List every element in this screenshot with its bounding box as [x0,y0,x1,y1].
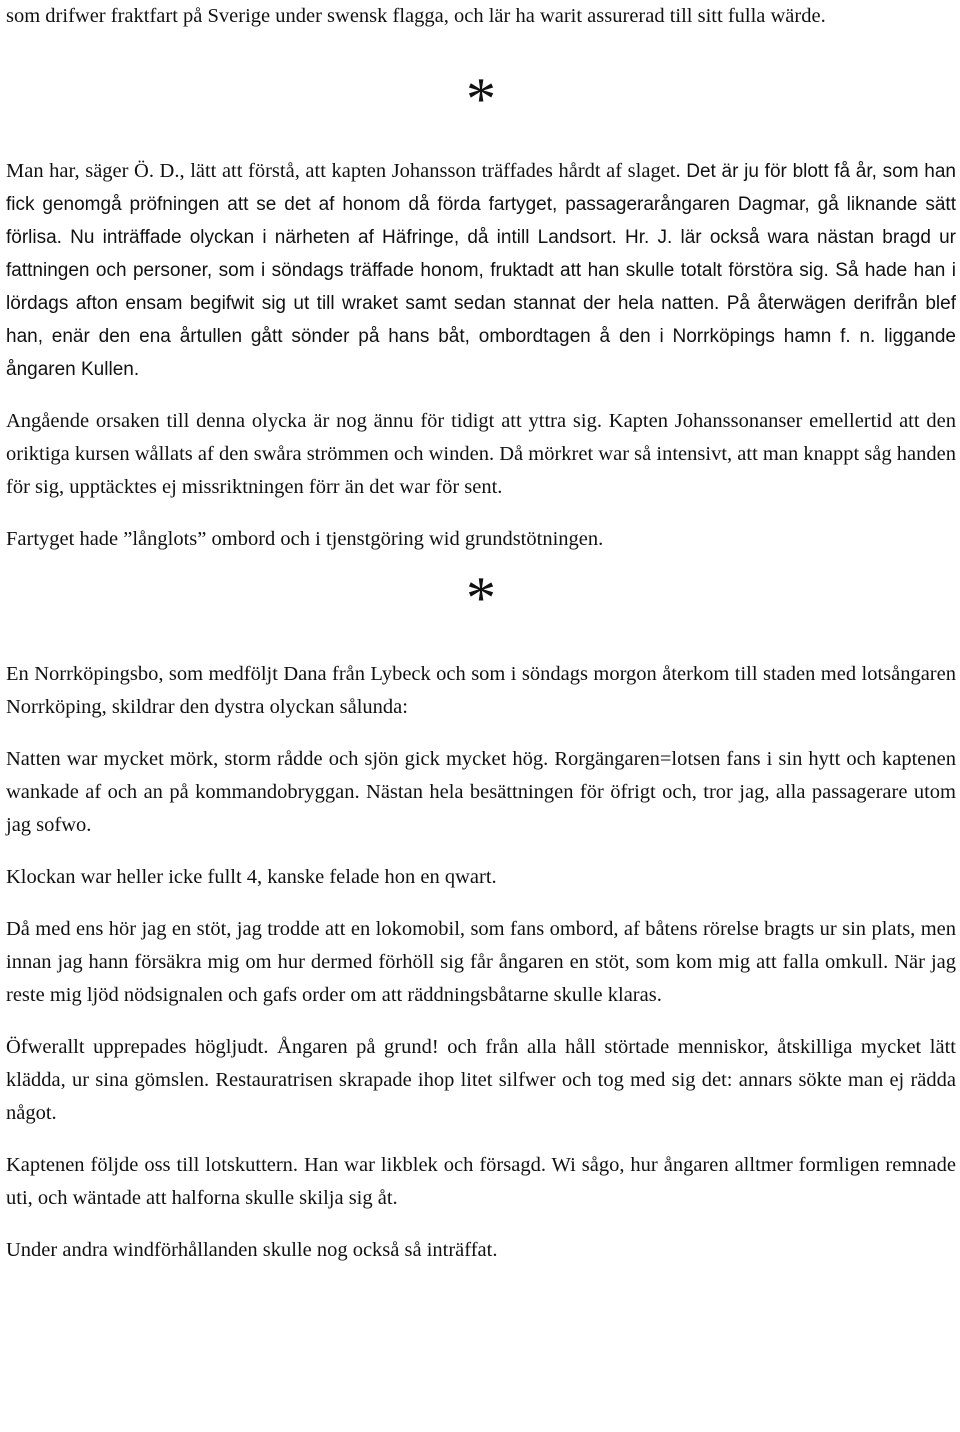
paragraph-ofwerallt: Öfwerallt upprepades högljudt. Ångaren på grund! och från alla håll störtade menniskor, åtskilliga mycket lätt klädda, ur sina gömslen. Restauratrisen skrapade ihop litet silfwer och tog med sig det: annars sökte man ej rädda något. [6,1036,956,1124]
paragraph-langlots: Fartyget hade ”långlots” ombord och i tjenstgöring wid grundstötningen. [6,528,604,550]
paragraph-norrkopingsbo: En Norrköpingsbo, som medföljt Dana från Lybeck och som i söndags morgon återkom till staden med lotsångaren Norrköping, skildrar den dystra olyckan sålunda: [6,663,956,718]
paragraph-serif-part: Man har, säger Ö. D., lätt att förstå, att kapten Johansson träffades hårdt af slaget. [6,160,687,182]
paragraph-stot: Då med ens hör jag en stöt, jag trodde att en lokomobil, som fans ombord, af båtens rörelse bragts ur sin plats, men innan jag hann försäkra mig om hur dermed förhöll sig får ångaren en stöt, som kom mig att falla omkull. När jag reste mig ljöd nödsignalen och gafs order om att räddningsbåtarne skulle klaras. [6,918,956,1006]
paragraph-continuation: som drifwer fraktfart på Sverige under swensk flagga, och lär ha warit assurerad till sitt fulla wärde. [6,5,826,27]
section-separator-asterisk: * [466,66,496,132]
paragraph-natten: Natten war mycket mörk, storm rådde och sjön gick mycket hög. Rorgängaren=lotsen fans i sin hytt och kaptenen wankade af och an på kommandobryggan. Nästan hela besättningen för öfrigt och, tror jag, alla passagerare utom jag sofwo. [6,748,956,836]
paragraph-kapten-johansson [6,155,956,386]
document-page [6,0,956,1267]
paragraph-windforhallanden: Under andra windförhållanden skulle nog också så inträffat. [6,1239,498,1261]
paragraph-kaptenen: Kaptenen följde oss till lotskuttern. Han war likblek och försagd. Wi sågo, hur ångaren alltmer formligen remnade uti, och wäntade att halforna skulle skilja sig åt. [6,1154,956,1209]
section-separator-asterisk: * [466,565,496,631]
paragraph-sans-part: Det är ju för blott få år, som han fick genomgå pröfningen att se det af honom då förda fartyget, passagerarångaren Dagmar, gå liknande sätt förlisa. Nu inträffade olyckan i närheten af Häfringe, då intill Landsort. Hr. J. lär också wara nästan bragd ur fattningen och personer, som i söndags träffade honom, fruktadt att han skulle totalt förstöra sig. Så hade han i lördags afton ensam begifwit sig ut till wraket samt sedan stannat der hela natten. På återwägen derifrån blef han, enär den ena årtullen gått sönder på hans båt, ombordtagen å den i Norrköpings hamn f. n. liggande ångaren Kullen. [6,161,956,380]
paragraph-klockan: Klockan war heller icke fullt 4, kanske felade hon en qwart. [6,866,497,888]
paragraph-orsaken: Angående orsaken till denna olycka är nog ännu för tidigt att yttra sig. Kapten Johanssonanser emellertid att den oriktiga kursen wållats af den swåra strömmen och winden. Då mörkret war så intensivt, att man knappt såg handen för sig, upptäcktes ej missriktningen förr än det war för sent. [6,410,956,498]
